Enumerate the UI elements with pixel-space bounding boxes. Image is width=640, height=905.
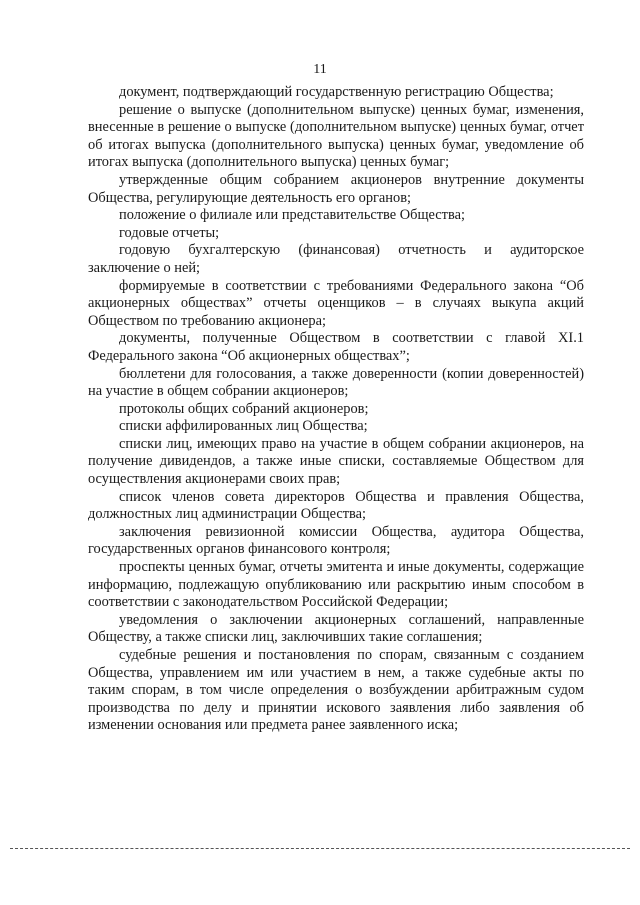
footer-divider — [10, 848, 630, 849]
paragraph: списки лиц, имеющих право на участие в общем собрании акционеров, на получение дивидендов, а также иные списки, составляемые Обществом для осуществления акционерами своих прав; — [88, 435, 584, 488]
paragraph: список членов совета директоров Общества и правления Общества, должностных лиц администрации Общества; — [88, 488, 584, 523]
paragraph: протоколы общих собраний акционеров; — [119, 400, 369, 417]
paragraph: уведомления о заключении акционерных соглашений, направленные Обществу, а также списки лиц, заключивших такие соглашения; — [88, 611, 584, 646]
paragraph: судебные решения и постановления по спорам, связанным с созданием Общества, управлением им или участием в нем, а также судебные акты по таким спорам, в том числе определения о возбуждении арбитражным судом производства по делу и принятии искового заявления либо заявления об изменении основания или предмета ранее заявленного иска; — [88, 647, 584, 734]
paragraph: утвержденные общим собранием акционеров внутренние документы Общества, регулирующие деятельность его органов; — [88, 171, 584, 206]
paragraph: решение о выпуске (дополнительном выпуске) ценных бумаг, изменения, внесенные в решение о выпуске (дополнительном выпуске) ценных бумаг, отчет об итогах выпуска (дополнительного выпуска) ценных бумаг, уведомление об итогах выпуска (дополнительного выпуска) ценных бумаг; — [88, 101, 584, 171]
document-body — [88, 84, 584, 735]
paragraph: документы, полученные Обществом в соответствии с главой XI.1 Федерального закона “Об акционерных обществах”; — [88, 330, 584, 364]
paragraph: документ, подтверждающий государственную регистрацию Общества; — [119, 84, 554, 100]
paragraph: бюллетени для голосования, а также доверенности (копии доверенностей) на участие в общем собрании акционеров; — [88, 365, 584, 400]
paragraph: положение о филиале или представительстве Общества; — [119, 207, 465, 224]
paragraph: проспекты ценных бумаг, отчеты эмитента и иные документы, содержащие информацию, подлежащую опубликованию или раскрытию иным способом в соответствии с законодательством Российской Федерации; — [88, 559, 584, 611]
paragraph: формируемые в соответствии с требованиями Федерального закона “Об акционерных обществах” отчеты оценщиков – в случаях выкупа акций Обществом по требованию акционера; — [88, 277, 584, 329]
page-number: 11 — [313, 62, 327, 77]
paragraph: заключения ревизионной комиссии Общества, аудитора Общества, государственных органов финансового контроля; — [88, 523, 584, 558]
paragraph: годовые отчеты; — [119, 224, 220, 241]
paragraph: списки аффилированных лиц Общества; — [119, 418, 368, 435]
paragraph: годовую бухгалтерскую (финансовая) отчетность и аудиторское заключение о ней; — [88, 242, 584, 276]
